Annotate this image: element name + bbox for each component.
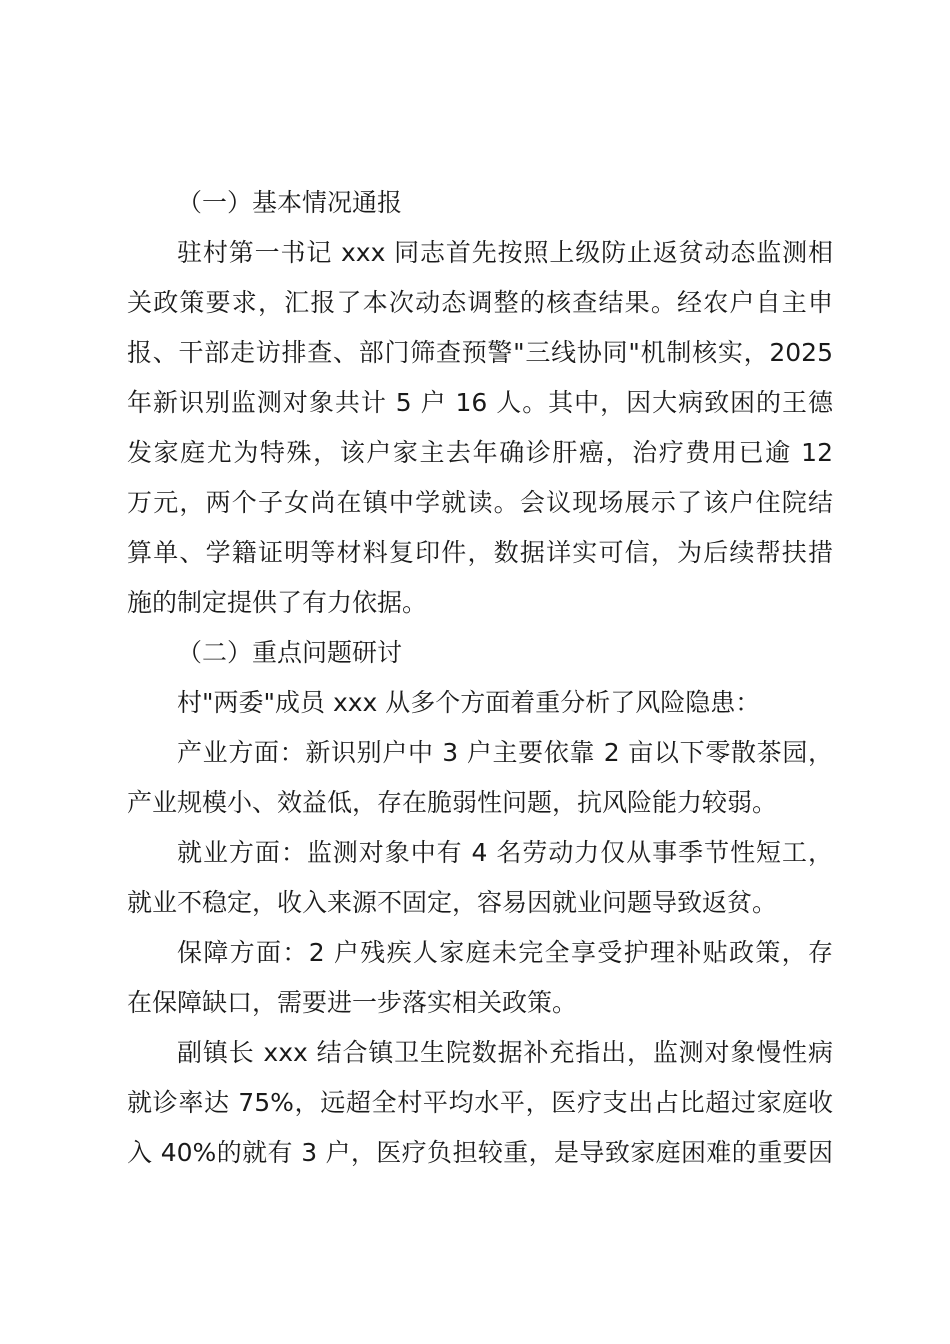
paragraph-line: 就诊率达 75%，远超全村平均水平，医疗支出占比超过家庭收 xyxy=(127,1088,833,1117)
paragraph xyxy=(127,678,833,728)
paragraph-line: 施的制定提供了有力依据。 xyxy=(127,588,428,617)
paragraph-line: 入 40%的就有 3 户，医疗负担较重，是导致家庭困难的重要因 xyxy=(127,1138,833,1167)
paragraph-line: 在保障缺口，需要进一步落实相关政策。 xyxy=(127,988,578,1017)
paragraph-line: 算单、学籍证明等材料复印件，数据详实可信，为后续帮扶措 xyxy=(127,538,833,567)
section-heading-text: （二）重点问题研讨 xyxy=(177,638,403,667)
paragraph-line: 关政策要求，汇报了本次动态调整的核查结果。经农户自主申 xyxy=(127,288,833,317)
paragraph-line: 年新识别监测对象共计 5 户 16 人。其中，因大病致困的王德 xyxy=(127,388,833,417)
paragraph-industry xyxy=(127,728,833,828)
paragraph-line: 驻村第一书记 xxx 同志首先按照上级防止返贫动态监测相 xyxy=(177,238,833,267)
document-page xyxy=(127,178,833,1178)
paragraph-line: 发家庭尤为特殊，该户家主去年确诊肝癌，治疗费用已逾 12 xyxy=(127,438,833,467)
paragraph-medical xyxy=(127,1028,833,1178)
paragraph xyxy=(127,228,833,628)
paragraph-employment xyxy=(127,828,833,928)
paragraph-line: 村"两委"成员 xxx 从多个方面着重分析了风险隐患： xyxy=(177,688,761,717)
paragraph-line: 保障方面：2 户残疾人家庭未完全享受护理补贴政策，存 xyxy=(177,938,833,967)
paragraph-line: 产业方面：新识别户中 3 户主要依靠 2 亩以下零散茶园， xyxy=(177,738,833,767)
paragraph-line: 就业方面：监测对象中有 4 名劳动力仅从事季节性短工， xyxy=(177,838,833,867)
section-heading-text: （一）基本情况通报 xyxy=(177,188,403,217)
paragraph-line: 万元，两个子女尚在镇中学就读。会议现场展示了该户住院结 xyxy=(127,488,833,517)
paragraph-line: 就业不稳定，收入来源不固定，容易因就业问题导致返贫。 xyxy=(127,888,778,917)
section-heading xyxy=(127,178,833,228)
paragraph-line: 报、干部走访排查、部门筛查预警"三线协同"机制核实，2025 xyxy=(127,338,833,367)
paragraph-security xyxy=(127,928,833,1028)
section-heading xyxy=(127,628,833,678)
paragraph-line: 产业规模小、效益低，存在脆弱性问题，抗风险能力较弱。 xyxy=(127,788,778,817)
paragraph-line: 副镇长 xxx 结合镇卫生院数据补充指出，监测对象慢性病 xyxy=(177,1038,833,1067)
